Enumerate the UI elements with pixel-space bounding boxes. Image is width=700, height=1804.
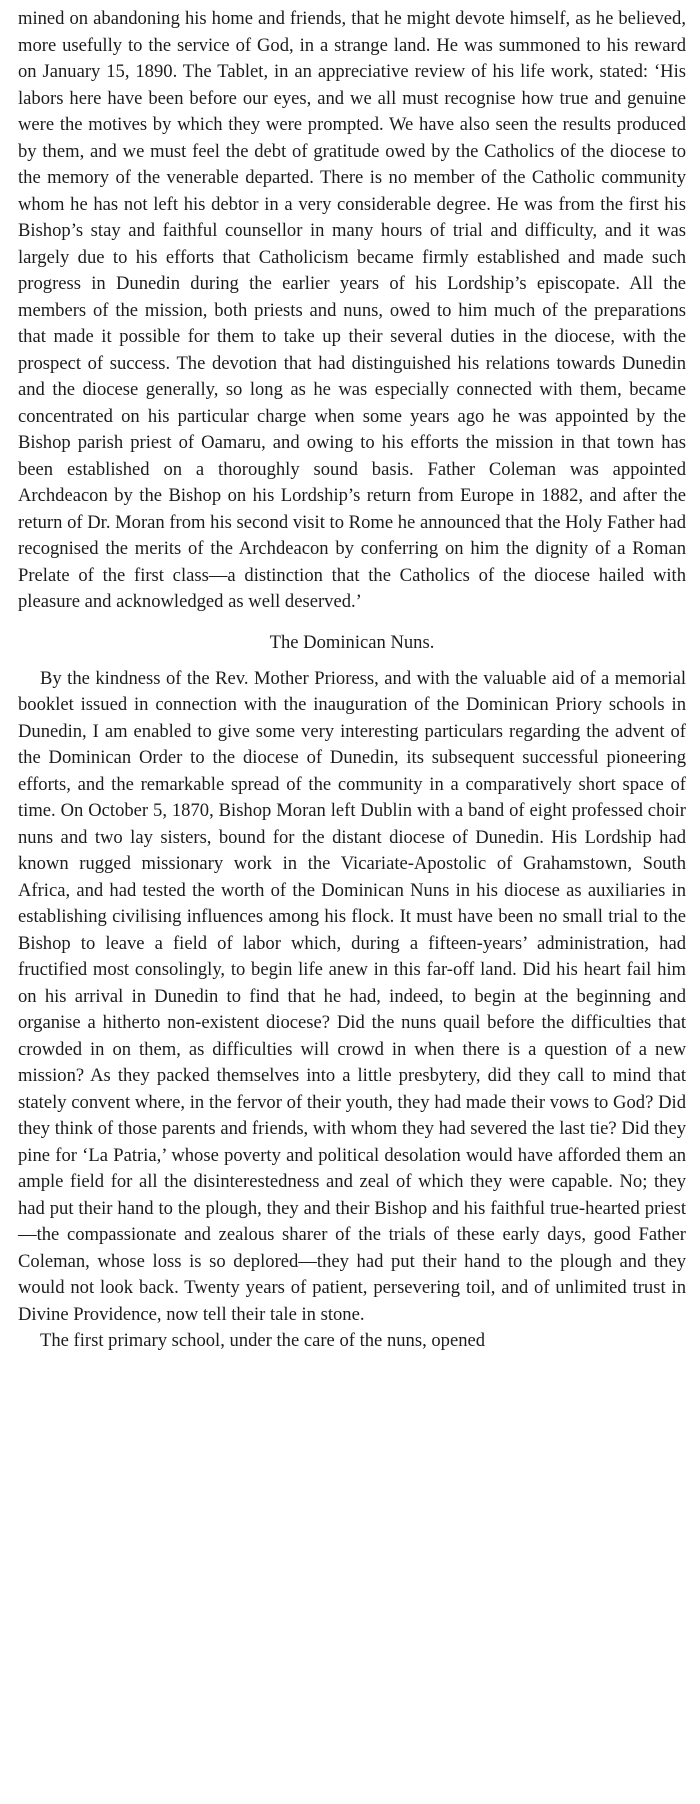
paragraph-first-primary-school: The first primary school, under the care of the nuns, opened bbox=[40, 1330, 486, 1351]
paragraph-archdeacon-coleman: mined on abandoning his home and friends, that he might devote himself, as he believed, more usefully to the service of God, in a strange land. He was summoned to his reward on January 15, 1890. The Tablet, in an appreciative review of his life work, stated: ‘His labors here have been before our eyes, and we all must recognise how true and genuine were the motives by which they were prompted. We have also seen the results produced by them, and we must feel the debt of gratitude owed by the Catholics of the diocese to the memory of the venerable departed. There is no member of the Catholic community whom he has not left his debtor in a very considerable degree. He was from the first his Bishop’s stay and faithful counsellor in many hours of trial and difficulty, and it was largely due to his efforts that Catholicism became firmly established and made such progress in Dunedin during the earlier years of his Lordship’s episcopate. All the members of the mission, both priests and nuns, owed to him much of the preparations that made it possible for them to take up their several duties in the diocese, with the prospect of success. The devotion that had distinguished his relations towards Dunedin and the diocese generally, so long as he was especially connected with them, became concentrated on his particular charge when some years ago he was appointed by the Bishop parish priest of Oamaru, and owing to his efforts the mission in that town has been established on a thoroughly sound basis. Father Coleman was appointed Archdeacon by the Bishop on his Lordship’s return from Europe in 1882, and after the return of Dr. Moran from his second visit to Rome he announced that the Holy Father had recognised the merits of the Archdeacon by conferring on him the dignity of a Roman Prelate of the first class—a distinction that the Catholics of the diocese hailed with pleasure and acknowledged as well deserved.’ bbox=[18, 8, 686, 612]
document-page bbox=[18, 6, 686, 1355]
paragraph-dominican-nuns: By the kindness of the Rev. Mother Prioress, and with the valuable aid of a memorial booklet issued in connection with the inauguration of the Dominican Priory schools in Dunedin, I am enabled to give some very interesting particulars regarding the advent of the Dominican Order to the diocese of Dunedin, its subsequent successful pioneering efforts, and the remarkable spread of the community in a comparatively short space of time. On October 5, 1870, Bishop Moran left Dublin with a band of eight professed choir nuns and two lay sisters, bound for the distant diocese of Dunedin. His Lordship had known rugged missionary work in the Vicariate-Apostolic of Grahamstown, South Africa, and had tested the worth of the Dominican Nuns in his diocese as auxiliaries in establishing civilising influences among his flock. It must have been no small trial to the Bishop to leave a field of labor which, during a fifteen-years’ administration, had fructified most consolingly, to begin life anew in this far-off land. Did his heart fail him on his arrival in Dunedin to find that he had, indeed, to begin at the beginning and organise a hitherto non-existent diocese? Did the nuns quail before the difficulties that crowded in on them, as difficulties will crowd in when there is a question of a new mission? As they packed themselves into a little presbytery, did they call to mind that stately convent where, in the fervor of their youth, they had made their vows to God? Did they think of those parents and friends, with whom they had severed the last tie? Did they pine for ‘La Patria,’ whose poverty and political desolation would have afforded them an ample field for all the disinterestedness and zeal of which they were capable. No; they had put their hand to the plough, they and their Bishop and his faithful true-hearted priest—the compassionate and zealous sharer of the trials of these early days, good Father Coleman, whose loss is so deplored—they had put their hand to the plough and they would not look back. Twenty years of patient, persevering toil, and of unlimited trust in Divine Providence, now tell their tale in stone. bbox=[18, 667, 686, 1325]
section-heading-dominican-nuns: The Dominican Nuns. bbox=[269, 631, 435, 653]
